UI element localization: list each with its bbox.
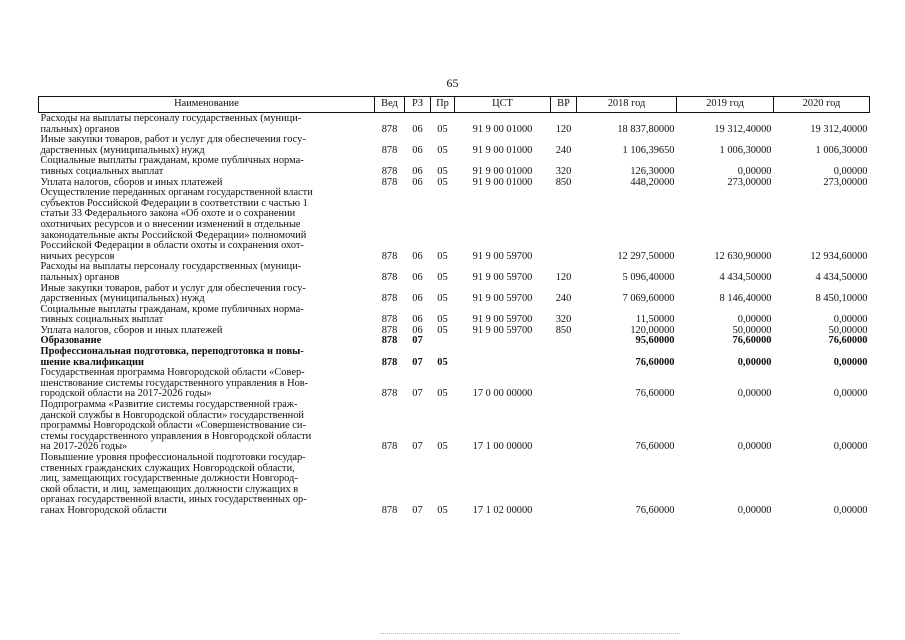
cell-rz: 07	[412, 388, 423, 400]
cell-vr	[551, 347, 577, 368]
table-row	[39, 305, 870, 326]
cell-cst: 91 9 00 01000	[472, 165, 533, 177]
header-cst: ЦСТ	[455, 97, 551, 113]
cell-ved: 878	[381, 324, 398, 336]
cell-cst: 91 9 00 59700	[472, 271, 533, 283]
cell-2019: 0,00000	[737, 165, 772, 177]
cell-pr: 05	[437, 123, 448, 135]
cell-pr: 05	[437, 504, 448, 516]
cell-vr: 120	[555, 271, 572, 283]
cell-2020: 0,00000	[833, 165, 868, 177]
cell-vr: 850	[555, 176, 572, 188]
cell-cst: 17 1 00 00000	[472, 441, 533, 453]
cell-ved: 878	[381, 314, 398, 326]
cell-2019: 19 312,40000	[714, 123, 772, 135]
cell-vr: 850	[555, 324, 572, 336]
table-row	[39, 156, 870, 177]
cell-2019: 0,00000	[737, 504, 772, 516]
cell-name: Осуществление переданных органам государственной власти субъектов Российской Федерации в соответствии с частью 1 статьи 33 Федерального закона «Об охоте и о сохранении охотничьих ресурсов и о внесении изменений в отдельные законодательные акты Российской Федерации» полномочий Российской Федерации в области охоты и сохранения охот- ничьих ресурсов	[40, 187, 313, 262]
cell-vr: 320	[555, 314, 572, 326]
table-row	[39, 347, 870, 368]
header-name: Наименование	[39, 97, 375, 113]
cell-vr	[551, 336, 577, 347]
cell-name: Расходы на выплаты персоналу государственных (муници- пальных) органов	[40, 113, 302, 135]
cell-name: Иные закупки товаров, работ и услуг для обеспечения госу- дарственных (муниципальных) нужд	[40, 134, 306, 156]
cell-vr	[551, 400, 577, 453]
cell-2020: 4 434,50000	[815, 271, 868, 283]
cell-2019: 76,60000	[732, 335, 772, 347]
cell-2018: 76,60000	[635, 441, 675, 453]
cell-name: Расходы на выплаты персоналу государственных (муници- пальных) органов	[40, 261, 302, 283]
cell-cst: 91 9 00 59700	[472, 250, 533, 262]
cell-ved: 878	[381, 293, 398, 305]
header-vr: ВР	[551, 97, 577, 113]
table-header-row	[39, 97, 870, 113]
cell-rz: 06	[412, 123, 423, 135]
cell-cst: 91 9 00 01000	[472, 123, 533, 135]
cell-pr: 05	[437, 314, 448, 326]
budget-table	[38, 96, 870, 517]
bottom-scan-line	[380, 633, 680, 636]
cell-rz: 06	[412, 165, 423, 177]
cell-cst: 91 9 00 01000	[472, 144, 533, 156]
cell-2020: 1 006,30000	[815, 144, 868, 156]
cell-vr	[551, 188, 577, 262]
cell-cst: 17 1 02 00000	[472, 504, 533, 516]
cell-name: Иные закупки товаров, работ и услуг для обеспечения госу- дарственных (муниципальных) нужд	[40, 282, 306, 305]
cell-2019: 0,00000	[737, 314, 772, 326]
cell-name: Подпрограмма «Развитие системы государственной граж- данской службы в Новгородской области» государственной программы Новгородской области «Совершенствование си- стемы государственного управления в Новгородской области на 2017-2026 годы»	[40, 399, 312, 453]
cell-2019: 8 146,40000	[719, 293, 772, 305]
cell-2018: 126,30000	[630, 165, 675, 177]
cell-2019: 50,00000	[732, 324, 772, 336]
cell-name: Образование	[40, 335, 102, 347]
header-2019: 2019 год	[677, 97, 774, 113]
cell-pr: 05	[437, 176, 448, 188]
cell-cst	[455, 347, 551, 368]
table-row	[39, 135, 870, 156]
cell-2018: 120,00000	[630, 324, 675, 336]
cell-2019: 0,00000	[737, 356, 772, 368]
cell-2020: 0,00000	[833, 441, 868, 453]
cell-rz: 06	[412, 271, 423, 283]
cell-pr: 05	[437, 250, 448, 262]
cell-2018: 76,60000	[635, 388, 675, 400]
cell-pr: 05	[437, 324, 448, 336]
cell-pr: 05	[437, 144, 448, 156]
cell-cst: 91 9 00 59700	[472, 314, 533, 326]
cell-cst: 17 0 00 00000	[472, 388, 533, 400]
cell-ved: 878	[381, 123, 398, 135]
cell-2020: 50,00000	[828, 324, 868, 336]
cell-2020: 273,00000	[823, 176, 868, 188]
cell-rz: 07	[412, 356, 423, 368]
cell-cst: 91 9 00 59700	[472, 324, 533, 336]
cell-ved: 878	[381, 165, 398, 177]
cell-2019: 12 630,90000	[714, 250, 772, 262]
cell-vr: 240	[555, 144, 572, 156]
cell-2020: 12 934,60000	[810, 250, 868, 262]
cell-rz: 07	[412, 504, 423, 516]
cell-ved: 878	[381, 335, 398, 347]
cell-rz: 06	[412, 314, 423, 326]
cell-name: Уплата налогов, сборов и иных платежей	[40, 176, 223, 188]
cell-vr	[551, 368, 577, 400]
header-pr: Пр	[431, 97, 455, 113]
table-row	[39, 113, 870, 136]
cell-2018: 12 297,50000	[617, 250, 675, 262]
cell-rz: 06	[412, 324, 423, 336]
cell-2019: 0,00000	[737, 388, 772, 400]
cell-pr: 05	[437, 165, 448, 177]
cell-ved: 878	[381, 504, 398, 516]
cell-ved: 878	[381, 356, 398, 368]
cell-pr: 05	[437, 271, 448, 283]
cell-ved: 878	[381, 176, 398, 188]
cell-2019: 4 434,50000	[719, 271, 772, 283]
cell-2018: 95,60000	[635, 335, 675, 347]
cell-rz: 06	[412, 144, 423, 156]
cell-2020: 0,00000	[833, 314, 868, 326]
cell-2020: 8 450,10000	[815, 293, 868, 305]
table-row	[39, 453, 870, 517]
cell-pr: 05	[437, 441, 448, 453]
table-row	[39, 284, 870, 305]
cell-cst: 91 9 00 59700	[472, 293, 533, 305]
cell-rz: 07	[412, 441, 423, 453]
cell-ved: 878	[381, 250, 398, 262]
cell-2018: 7 069,60000	[622, 293, 675, 305]
page-number: 65	[446, 76, 459, 90]
table-row	[39, 188, 870, 262]
cell-ved: 878	[381, 441, 398, 453]
cell-2018: 5 096,40000	[622, 271, 675, 283]
cell-2018: 18 837,80000	[617, 123, 675, 135]
cell-name: Уплата налогов, сборов и иных платежей	[40, 324, 223, 336]
cell-rz: 06	[412, 293, 423, 305]
cell-name: Профессиональная подготовка, переподготовка и повы- шение квалификации	[40, 346, 304, 368]
cell-2019: 273,00000	[727, 176, 772, 188]
cell-ved: 878	[381, 388, 398, 400]
cell-name: Социальные выплаты гражданам, кроме публичных норма- тивных социальных выплат	[40, 303, 304, 326]
cell-2020: 0,00000	[833, 388, 868, 400]
header-ved: Вед	[375, 97, 405, 113]
cell-2019: 0,00000	[737, 441, 772, 453]
header-rz: РЗ	[405, 97, 431, 113]
cell-2020: 0,00000	[833, 504, 868, 516]
header-2020: 2020 год	[774, 97, 870, 113]
cell-pr	[431, 336, 455, 347]
table-row	[39, 400, 870, 453]
header-2018: 2018 год	[577, 97, 677, 113]
cell-pr: 05	[437, 356, 448, 368]
cell-name: Повышение уровня профессиональной подготовки государ- ственных гражданских служащих Новгородской области, лиц, замещающих государственные должности Новгород- ской области, и лиц, замещающих должности служащих в органах государственной власти, иных государственных ор- ганах Новгородской области	[40, 452, 307, 516]
cell-vr	[551, 453, 577, 517]
cell-2018: 11,50000	[635, 314, 675, 326]
table-row	[39, 368, 870, 400]
cell-rz: 06	[412, 250, 423, 262]
table-row	[39, 262, 870, 283]
cell-name: Социальные выплаты гражданам, кроме публичных норма- тивных социальных выплат	[40, 155, 304, 177]
table-body	[39, 113, 870, 517]
cell-ved: 878	[381, 271, 398, 283]
cell-vr: 240	[555, 293, 572, 305]
cell-vr: 120	[555, 123, 572, 135]
cell-2020: 76,60000	[828, 335, 868, 347]
cell-2019: 1 006,30000	[719, 144, 772, 156]
cell-2018: 448,20000	[630, 176, 675, 188]
cell-rz: 07	[412, 335, 423, 347]
cell-pr: 05	[437, 293, 448, 305]
cell-cst: 91 9 00 01000	[472, 176, 533, 188]
cell-2018: 1 106,39650	[622, 144, 675, 156]
cell-rz: 06	[412, 176, 423, 188]
cell-pr: 05	[437, 388, 448, 400]
cell-2018: 76,60000	[635, 356, 675, 368]
cell-2018: 76,60000	[635, 504, 675, 516]
cell-2020: 0,00000	[833, 356, 868, 368]
cell-vr: 320	[555, 165, 572, 177]
cell-cst	[455, 336, 551, 347]
cell-ved: 878	[381, 144, 398, 156]
cell-2020: 19 312,40000	[810, 123, 868, 135]
cell-name: Государственная программа Новгородской области «Совер- шенствование системы государственного управления в Нов- городской области на 2017-2026 годы»	[40, 367, 309, 400]
